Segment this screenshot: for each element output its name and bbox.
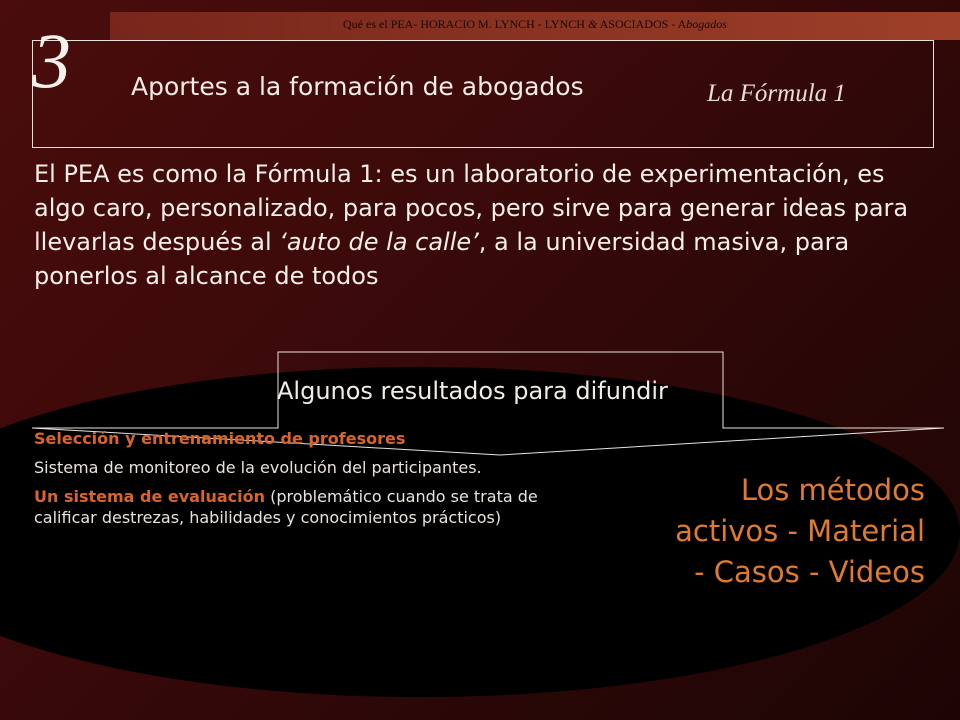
list-item: Selección y entrenamiento de profesores bbox=[34, 429, 406, 448]
slide-title: Aportes a la formación de abogados bbox=[131, 72, 584, 101]
methods-text bbox=[600, 470, 925, 593]
methods-line: activos - Material bbox=[675, 514, 925, 548]
slide-subtitle: La Fórmula 1 bbox=[707, 80, 846, 107]
body-paragraph: El PEA es como la Fórmula 1: es un laboratorio de experimentación, es algo caro, personalizado, para pocos, pero sirve para generar ideas para llevarlas después al ‘auto de la calle’, a la universidad masiva, para ponerlos al alcance de todos bbox=[34, 160, 909, 290]
list-item: Sistema de monitoreo de la evolución del participantes. bbox=[34, 458, 482, 477]
methods-line: - Casos - Videos bbox=[694, 555, 925, 589]
list-item: Un sistema de evaluación (problemático cuando se trata de calificar destrezas, habilidades y conocimientos prácticos) bbox=[34, 487, 538, 527]
methods-line: Los métodos bbox=[740, 473, 925, 507]
slide-number: 3 bbox=[32, 17, 71, 104]
results-list bbox=[34, 428, 594, 536]
results-title: Algunos resultados para difundir bbox=[277, 377, 668, 405]
header-text: Qué es el PEA- HORACIO M. LYNCH - LYNCH & ASOCIADOS - Abogados bbox=[343, 17, 727, 31]
